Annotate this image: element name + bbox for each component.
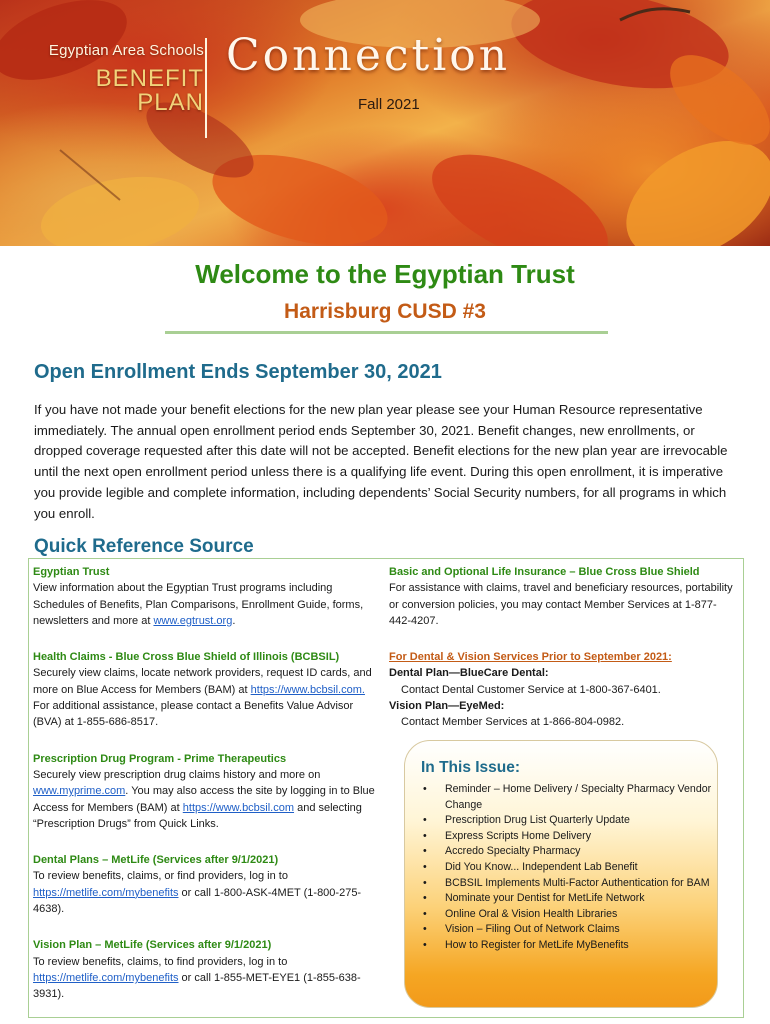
trust-title: Egyptian Trust [33,566,110,578]
list-item: • Online Oral & Vision Health Libraries [423,907,713,923]
header-banner [0,0,770,246]
list-item: • Accredo Specialty Pharmacy [423,844,713,860]
life-insurance-entry [389,564,734,629]
bullet-icon: • [423,845,427,858]
list-item: • Prescription Drug List Quarterly Update [423,813,713,829]
enrollment-heading: Open Enrollment Ends September 30, 2021 [34,361,442,383]
newsletter-title: Connection [226,30,511,81]
dental-plans-text: To review benefits, claims, or find providers, log in to https://metlife.com/mybenefits or call 1-800-ASK-4MET (1-800-275-4638). [33,870,362,916]
bullet-icon: • [423,923,427,936]
list-item: • Did You Know... Independent Lab Benefit [423,860,713,876]
bcbsil-link[interactable]: https://www.bcbsil.com. [250,683,365,696]
bluecare-dental-label: Dental Plan—BlueCare Dental: [389,667,549,680]
bullet-icon: • [423,783,427,795]
dental-plans-entry [33,852,383,917]
page-title: Welcome to the Egyptian Trust [195,259,575,289]
bam-link[interactable]: https://www.bcbsil.com [182,801,295,814]
trust-text: View information about the Egyptian Trust programs including Schedules of Benefits, Plan Comparisons, Enrollment Guide, forms, newsletters and more at www.egtrust.org. [33,582,364,627]
logo-divider [205,38,207,138]
list-item: • Express Scripts Home Delivery [423,829,713,845]
rx-program-title: Prescription Drug Program - Prime Therapeutics [33,752,287,765]
health-claims-text: Securely view claims, locate network providers, request ID cards, and more on Blue Access for Members (BAM) at https://www.bcbsil.com. For additional assistance, please contact a Benefits Value Advisor (BVA) at 1-855-686-8517. [33,667,372,729]
quick-reference-right-column [389,564,734,751]
in-this-issue-list [423,782,713,954]
health-claims-title: Health Claims - Blue Cross Blue Shield of Illinois (BCBSIL) [33,651,340,664]
title-divider [165,331,608,334]
prior-services-entry [389,649,734,730]
rx-program-text: Securely view prescription drug claims history and more on www.myprime.com. You may also access the site by logging in to Blue Access for Members (BAM) at https://www.bcbsil.com and selecting “Prescription Drugs” from Quick Links. [33,768,375,830]
in-this-issue-box [404,740,718,1008]
quick-reference-left-column [33,564,383,1023]
bullet-icon: • [423,876,427,889]
org-name: Egyptian Area Schools [48,42,204,59]
bullet-icon: • [423,907,427,920]
rx-program-entry [33,751,383,832]
plan-word: PLAN [137,89,204,116]
eyemed-vision-label: Vision Plan—EyeMed: [389,700,505,713]
myprime-link[interactable]: www.myprime.com [33,785,126,798]
dental-plans-title: Dental Plans – MetLife (Services after 9/1/2021) [33,854,279,867]
bluecare-dental-text: Contact Dental Customer Service at 1-800-367-6401. [401,683,661,696]
page-subtitle: Harrisburg CUSD #3 [284,300,486,323]
bullet-icon: • [423,892,427,905]
enrollment-paragraph: If you have not made your benefit elections for the new plan year please see your Human Resource representative immediately. The annual open enrollment period ends September 30, 2021. Benefit changes, new enrollments, or dropped coverage requested after this date will not be accepted. Benefit elections for the new plan year are irrevocable until the next open enrollment period unless there is a qualifying life event. During this open enrollment, it is imperative you provide legible and complete information, including dependents’ Social Security numbers, for all programs in which you enroll. [34,402,728,521]
quick-reference-heading: Quick Reference Source [34,536,254,557]
list-item: • BCBSIL Implements Multi-Factor Authentication for BAM [423,876,713,892]
plan-logo [24,42,204,117]
bullet-icon: • [423,814,427,827]
vision-plan-entry [33,937,383,1002]
egtrust-link[interactable]: www.egtrust.org [153,614,233,627]
life-insurance-text: For assistance with claims, travel and beneficiary resources, portability or conversion policies, you may contact Member Services at 1-877-442-4207. [389,582,733,627]
bullet-icon: • [423,829,427,842]
trust-entry [33,564,383,629]
prior-services-title: For Dental & Vision Services Prior to September 2021: [389,651,672,664]
life-insurance-title: Basic and Optional Life Insurance – Blue Cross Blue Shield [389,566,700,578]
benefit-word: BENEFIT [95,65,204,92]
bullet-icon: • [423,860,427,873]
metlife-dental-link[interactable]: https://metlife.com/mybenefits [33,886,179,899]
eyemed-vision-text: Contact Member Services at 1-866-804-0982. [401,716,625,729]
list-item: • How to Register for MetLife MyBenefits [423,938,713,954]
vision-plan-text: To review benefits, claims, to find providers, log in to https://metlife.com/mybenefits or call 1-855-MET-EYE1 (1-855-638-3931). [33,955,361,1001]
list-item: • Reminder – Home Delivery / Specialty Pharmacy Vendor Change [423,783,712,811]
health-claims-entry [33,649,383,730]
list-item: • Vision – Filing Out of Network Claims [423,922,713,938]
list-item: • Nominate your Dentist for MetLife Network [423,891,713,907]
in-this-issue-heading: In This Issue: [421,759,521,776]
issue-season: Fall 2021 [358,96,420,113]
metlife-vision-link[interactable]: https://metlife.com/mybenefits [33,971,179,984]
vision-plan-title: Vision Plan – MetLife (Services after 9/1/2021) [33,939,272,952]
bullet-icon: • [423,938,427,951]
